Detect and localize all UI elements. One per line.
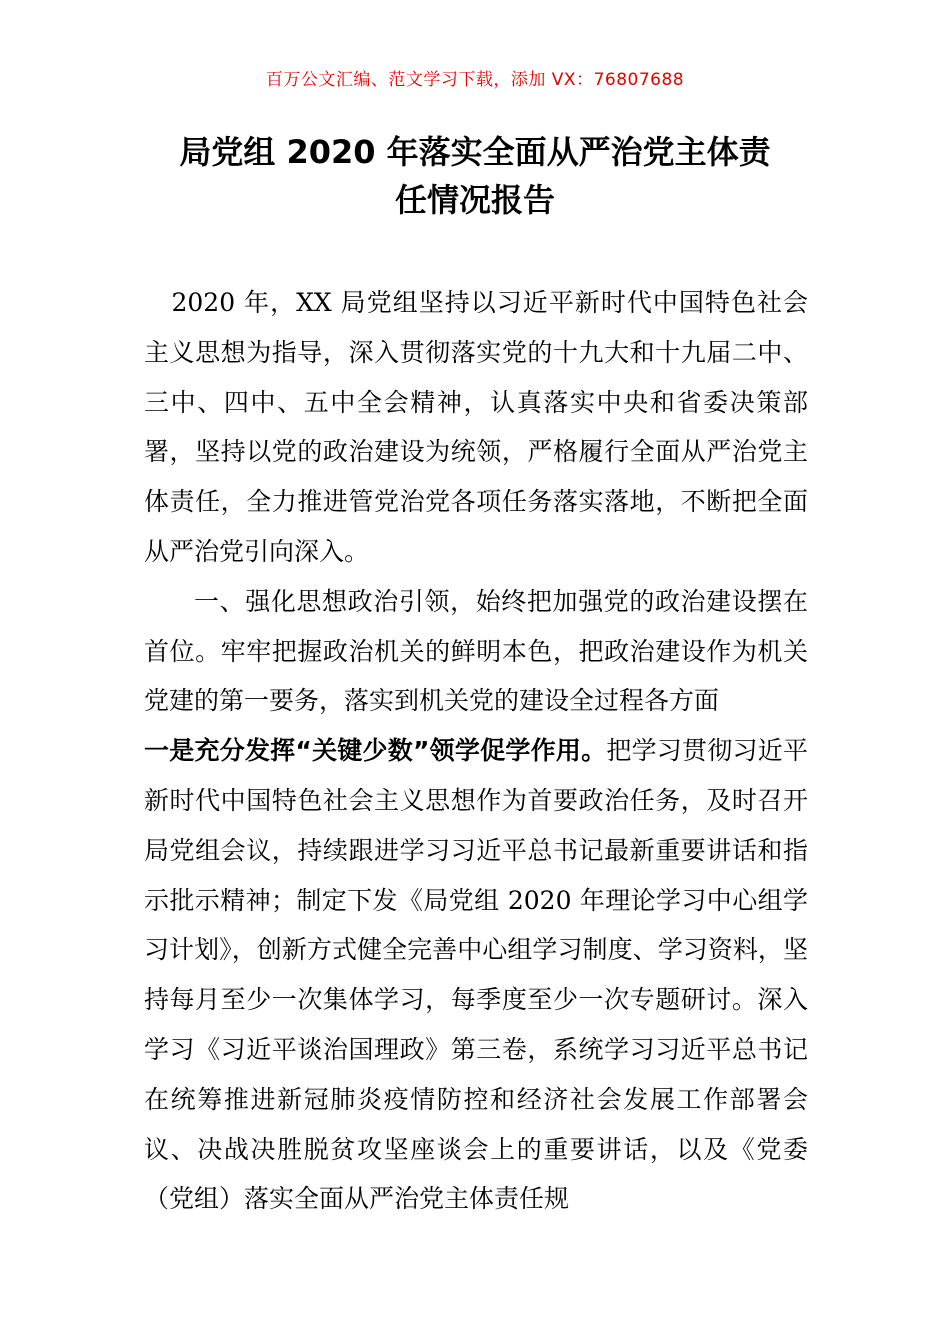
- section-1-heading: 一、强化思想政治引领，始终把加强党的政治建设摆在首位。牢牢把握政治机关的鲜明本色，把政治建设作为机关党建的第一要务，落实到机关党的建设全过程各方面: [144, 586, 808, 716]
- header-watermark-note: 百万公文汇编、范文学习下载，添加 VX：76807688: [265, 70, 685, 90]
- intro-paragraph: 2020 年，XX 局党组坚持以习近平新时代中国特色社会主义思想为指导，深入贯彻落实党的十九大和十九届二中、三中、四中、五中全会精神，认真落实中央和省委决策部署，坚持以党的政治建设为统领，严格履行全面从严治党主体责任，全力推进管党治党各项任务落实落地，不断把全面从严治党引向深入。: [144, 288, 808, 566]
- point-1-text: 把学习贯彻习近平新时代中国特色社会主义思想作为首要政治任务，及时召开局党组会议，持续跟进学习习近平总书记最新重要讲话和指示批示精神；制定下发《局党组 2020 年理论学习中心组学习计划》，创新方式健全完善中心组学习制度、学习资料，坚持每月至少一次集体学习，每季度至少一次专题研讨。深入学习《习近平谈治国理政》第三卷，系统学习习近平总书记在统筹推进新冠肺炎疫情防控和经济社会发展工作部署会议、决战决胜脱贫攻坚座谈会上的重要讲话，以及《党委（党组）落实全面从严治党主体责任规: [144, 736, 808, 1214]
- point-1-title: 一是充分发挥“关键少数”领学促学作用。: [144, 736, 607, 766]
- document-body: [144, 278, 808, 1224]
- title-line-1: 局党组 2020 年落实全面从严治党主体责: [179, 133, 771, 171]
- document-title: [140, 128, 810, 224]
- point-1-paragraph: [144, 726, 808, 1224]
- section-1-paragraph: [144, 577, 808, 726]
- title-line-2: 任情况报告: [394, 181, 555, 219]
